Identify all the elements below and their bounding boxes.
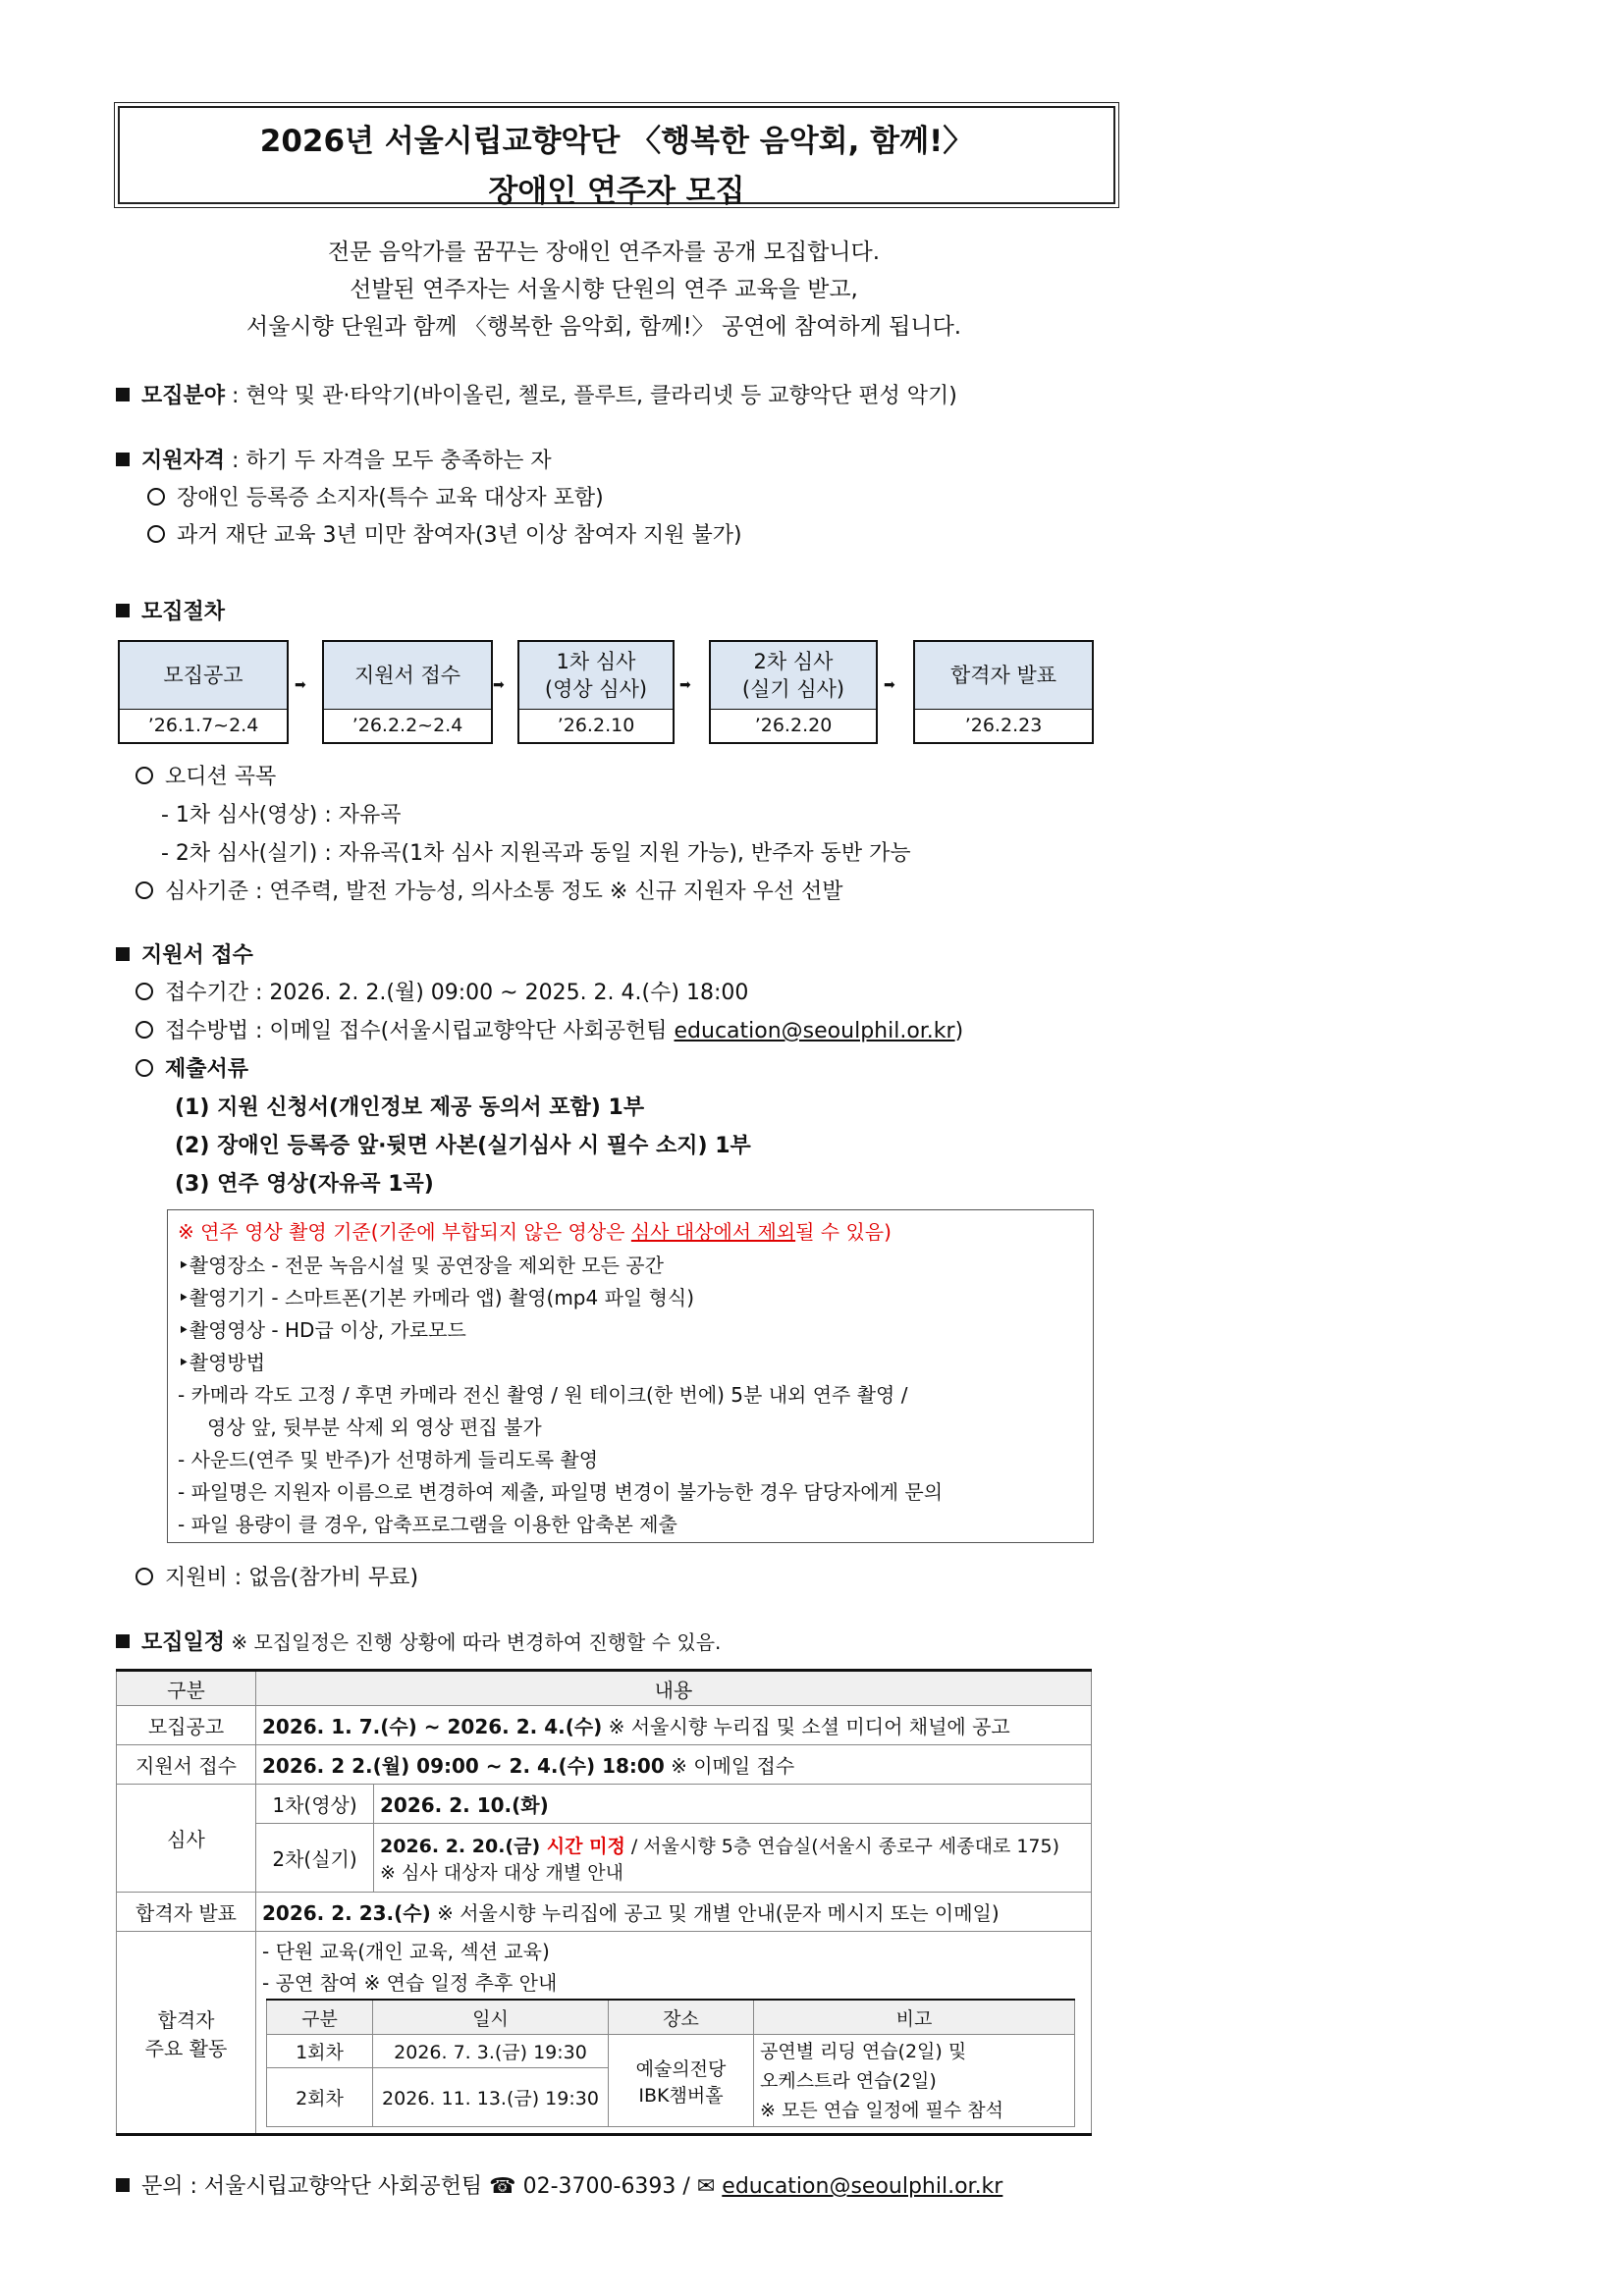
step-name: 합격자 발표 [915, 642, 1092, 710]
concert-round: 1회차 [267, 2035, 373, 2068]
doc-item: (1) 지원 신청서(개인정보 제공 동의서 포함) 1부 [175, 1095, 645, 1120]
table-row [117, 1706, 1092, 1745]
intro-line: 선발된 연주자는 서울시향 단원의 연주 교육을 받고, [350, 277, 858, 302]
table-header: 구분 [117, 1671, 256, 1706]
qualification-label: 지원자격 [141, 449, 226, 473]
row-category [117, 1932, 256, 2135]
intro [0, 234, 1208, 346]
video-criteria-line: - 카메라 각도 고정 / 후면 카메라 전신 촬영 / 원 테이크(한 번에) 5분 내외 연주 촬영 / [178, 1383, 908, 1407]
procedure-label: 모집절차 [141, 600, 226, 624]
page-title: 2026년 서울시립교향악단 〈행복한 음악회, 함께!〉 [259, 124, 974, 159]
video-criteria-line: ‣촬영영상 - HD급 이상, 가로모드 [178, 1318, 466, 1342]
schedule-table [116, 1669, 1092, 2136]
page-subtitle: 장애인 연주자 모집 [488, 174, 745, 209]
concert-datetime: 2026. 11. 13.(금) 19:30 [373, 2068, 609, 2127]
bullet-square-icon [116, 947, 130, 961]
row-category: 심사 [117, 1785, 256, 1893]
row-content [256, 1706, 1092, 1745]
arrow-right-icon: ➡ [295, 677, 306, 693]
activity-line: - 공연 참여 ※ 연습 일정 추후 안내 [262, 1971, 558, 1995]
heading-part: 기준에 부합되지 않은 영상은 [378, 1220, 631, 1244]
step-name: 1차 심사 [556, 650, 636, 673]
email-link[interactable]: education@seoulphil.or.kr [674, 1019, 955, 1043]
audition-item: - 1차 심사(영상) : 자유곡 [161, 803, 402, 828]
schedule-section [116, 1626, 721, 1656]
row-subcategory: 2차(실기) [256, 1824, 374, 1893]
procedure-step [322, 640, 493, 744]
qualification-item-text: 과거 재단 교육 3년 미만 참여자(3년 이상 참여자 지원 불가) [177, 523, 742, 548]
bullet-square-icon [116, 2178, 130, 2192]
phone-icon: ☎ [489, 2174, 516, 2199]
circle-bullet-icon [147, 488, 165, 506]
row-text: ※ 서울시향 누리집에 공고 및 개별 안내(문자 메시지 또는 이메일) [430, 1901, 1000, 1925]
fee-text: 지원비 : 없음(참가비 무료) [165, 1566, 419, 1590]
step-name-sub: (영상 심사) [544, 677, 648, 701]
row-content [374, 1824, 1092, 1893]
qualification-item [147, 518, 742, 549]
mail-icon: ✉ [696, 2174, 716, 2199]
row-category: 합격자 발표 [117, 1893, 256, 1932]
table-row [117, 1785, 1092, 1824]
concert-datetime: 2026. 7. 3.(금) 19:30 [373, 2035, 609, 2068]
row-text: ※ 심사 대상자 대상 개별 안내 [380, 1861, 624, 1884]
place-line: IBK챔버홀 [638, 2084, 724, 2107]
qualification-text: : 하기 두 자격을 모두 충족하는 자 [225, 449, 552, 473]
note-line: 공연별 리딩 연습(2일) 및 [760, 2040, 967, 2062]
row-date: 2026. 2. 23.(수) [262, 1901, 431, 1925]
audition-item: - 2차 심사(실기) : 자유곡(1차 심사 지원곡과 동일 지원 가능), 반주자 동반 가능 [161, 841, 911, 866]
criteria [135, 875, 843, 905]
bullet-square-icon [116, 388, 130, 401]
doc-item: (2) 장애인 등록증 앞·뒷면 사본(실기심사 시 필수 소지) 1부 [175, 1134, 751, 1158]
step-date: ’26.2.10 [557, 715, 635, 736]
qualification-item [147, 481, 604, 511]
arrow-right-icon: ➡ [493, 677, 505, 693]
title-box [118, 106, 1115, 209]
concert-header: 구분 [267, 2000, 373, 2035]
heading-underlined: 심사 대상에서 제외 [630, 1220, 796, 1244]
step-name: 모집공고 [120, 642, 287, 710]
step-date: ’26.1.7~2.4 [147, 715, 259, 736]
circle-bullet-icon [135, 1021, 153, 1039]
field-section [116, 379, 957, 409]
procedure-step [913, 640, 1094, 744]
note-line: ※ 모든 연습 일정에 필수 참석 [760, 2099, 1004, 2121]
contact-text: 문의 : 서울시립교향악단 사회공헌팀 [141, 2174, 490, 2199]
field-label: 모집분야 [141, 384, 226, 408]
row-date: 2026. 2 2.(월) 09:00 ~ 2. 4.(수) 18:00 [262, 1754, 665, 1778]
contact-section [116, 2169, 1002, 2200]
procedure-step [118, 640, 289, 744]
contact-separator: / [676, 2174, 697, 2199]
video-criteria-line: ‣촬영방법 [178, 1351, 266, 1374]
docs-label-text: 제출서류 [165, 1057, 249, 1082]
intro-line: 서울시향 단원과 함께 〈행복한 음악회, 함께!〉 공연에 참여하게 됩니다. [245, 314, 962, 340]
apply-label: 지원서 접수 [141, 943, 253, 968]
row-category: 지원서 접수 [117, 1745, 256, 1785]
circle-bullet-icon [135, 983, 153, 1000]
table-header: 내용 [256, 1671, 1092, 1706]
contact-phone: 02-3700-6393 [522, 2174, 676, 2199]
video-criteria-line: - 사운드(연주 및 반주)가 선명하게 들리도록 촬영 [178, 1448, 599, 1471]
row-content [256, 1745, 1092, 1785]
apply-period [135, 976, 748, 1006]
qualification-section [116, 444, 552, 474]
step-date: ’26.2.23 [964, 715, 1043, 736]
field-text: : 현악 및 관·타악기(바이올린, 첼로, 플루트, 클라리넷 등 교향악단 편성 악기) [225, 384, 957, 408]
apply-method-text: 접수방법 : 이메일 접수(서울시립교향악단 사회공헌팀 [165, 1019, 675, 1043]
circle-bullet-icon [135, 1568, 153, 1585]
heading-part: 될 수 있음) [795, 1220, 892, 1244]
step-name-box [519, 642, 673, 710]
table-row [117, 1893, 1092, 1932]
concert-table [266, 1999, 1075, 2127]
concert-header: 장소 [609, 2000, 754, 2035]
table-row [117, 1824, 1092, 1893]
apply-section [116, 938, 253, 969]
concert-row [267, 2035, 1075, 2068]
fee [135, 1561, 418, 1591]
schedule-note: ※ 모집일정은 진행 상황에 따라 변경하여 진행할 수 있음. [225, 1630, 722, 1654]
row-text: ※ 이메일 접수 [664, 1754, 795, 1778]
step-name: 지원서 접수 [324, 642, 491, 710]
row-text: / 서울시향 5층 연습실(서울시 종로구 세종대로 175) [624, 1835, 1060, 1857]
row-category: 모집공고 [117, 1706, 256, 1745]
audition-label-text: 오디션 곡목 [165, 765, 277, 789]
row-text: ※ 서울시향 누리집 및 소셜 미디어 채널에 공고 [602, 1715, 1010, 1738]
circle-bullet-icon [135, 767, 153, 784]
note-line: 오케스트라 연습(2일) [760, 2069, 937, 2092]
video-criteria-box [167, 1209, 1094, 1543]
concert-place [609, 2035, 754, 2127]
procedure-step [709, 640, 878, 744]
row-category-line: 합격자 [157, 2007, 215, 2032]
video-criteria-line: ‣촬영기기 - 스마트폰(기본 카메라 앱) 촬영(mp4 파일 형식) [178, 1286, 695, 1309]
step-name-box [711, 642, 876, 710]
concert-note [754, 2035, 1075, 2127]
video-criteria-line: 영상 앞, 뒷부분 삭제 외 영상 편집 불가 [207, 1415, 542, 1439]
row-date: 2026. 1. 7.(수) ~ 2026. 2. 4.(수) [262, 1715, 603, 1738]
concert-header: 일시 [373, 2000, 609, 2035]
concert-header: 비고 [754, 2000, 1075, 2035]
doc-item: (3) 연주 영상(자유곡 1곡) [175, 1172, 434, 1197]
qualification-item-text: 장애인 등록증 소지자(특수 교육 대상자 포함) [177, 486, 604, 510]
video-criteria-line: ‣촬영장소 - 전문 녹음시설 및 공연장을 제외한 모든 공간 [178, 1254, 664, 1277]
circle-bullet-icon [147, 525, 165, 543]
apply-method [135, 1014, 963, 1044]
video-criteria-heading [178, 1216, 892, 1245]
criteria-text: 심사기준 : 연주력, 발전 가능성, 의사소통 정도 ※ 신규 지원자 우선 선발 [165, 880, 843, 904]
place-line: 예술의전당 [635, 2057, 727, 2080]
circle-bullet-icon [135, 881, 153, 899]
row-date: 2026. 2. 10.(화) [380, 1793, 549, 1817]
contact-email-link[interactable]: education@seoulphil.or.kr [722, 2174, 1003, 2199]
bullet-square-icon [116, 1634, 130, 1648]
row-subcategory: 1차(영상) [256, 1785, 374, 1824]
step-name-sub: (실기 심사) [741, 677, 845, 701]
table-row [117, 1932, 1092, 2135]
arrow-right-icon: ➡ [679, 677, 691, 693]
row-category-line: 주요 활동 [144, 2036, 228, 2060]
row-content [256, 1893, 1092, 1932]
row-date: 2026. 2. 20.(금) [380, 1835, 547, 1857]
bullet-square-icon [116, 604, 130, 617]
circle-bullet-icon [135, 1059, 153, 1077]
step-name: 2차 심사 [753, 650, 834, 673]
time-tbd-label: 시간 미정 [546, 1835, 625, 1857]
bullet-square-icon [116, 453, 130, 466]
table-row [117, 1745, 1092, 1785]
audition-label [135, 760, 276, 790]
step-date: ’26.2.2~2.4 [352, 715, 463, 736]
step-date: ’26.2.20 [754, 715, 833, 736]
video-criteria-line: - 파일 용량이 클 경우, 압축프로그램을 이용한 압축본 제출 [178, 1513, 677, 1536]
schedule-label: 모집일정 [141, 1630, 226, 1655]
arrow-right-icon: ➡ [884, 677, 895, 693]
row-content [256, 1932, 1092, 2135]
procedure-step [517, 640, 675, 744]
docs-label [135, 1052, 248, 1083]
apply-period-text: 접수기간 : 2026. 2. 2.(월) 09:00 ~ 2025. 2. 4.(수) 18:00 [165, 981, 749, 1005]
activity-line: - 단원 교육(개인 교육, 섹션 교육) [262, 1940, 550, 1963]
apply-method-close: ) [954, 1019, 964, 1043]
procedure-section [116, 595, 225, 625]
concert-round: 2회차 [267, 2068, 373, 2127]
video-criteria-line: - 파일명은 지원자 이름으로 변경하여 제출, 파일명 변경이 불가능한 경우 담당자에게 문의 [178, 1480, 944, 1504]
intro-line: 전문 음악가를 꿈꾸는 장애인 연주자를 공개 모집합니다. [327, 240, 881, 265]
heading-part: ※ 연주 영상 촬영 기준( [178, 1220, 379, 1244]
row-content [374, 1785, 1092, 1824]
